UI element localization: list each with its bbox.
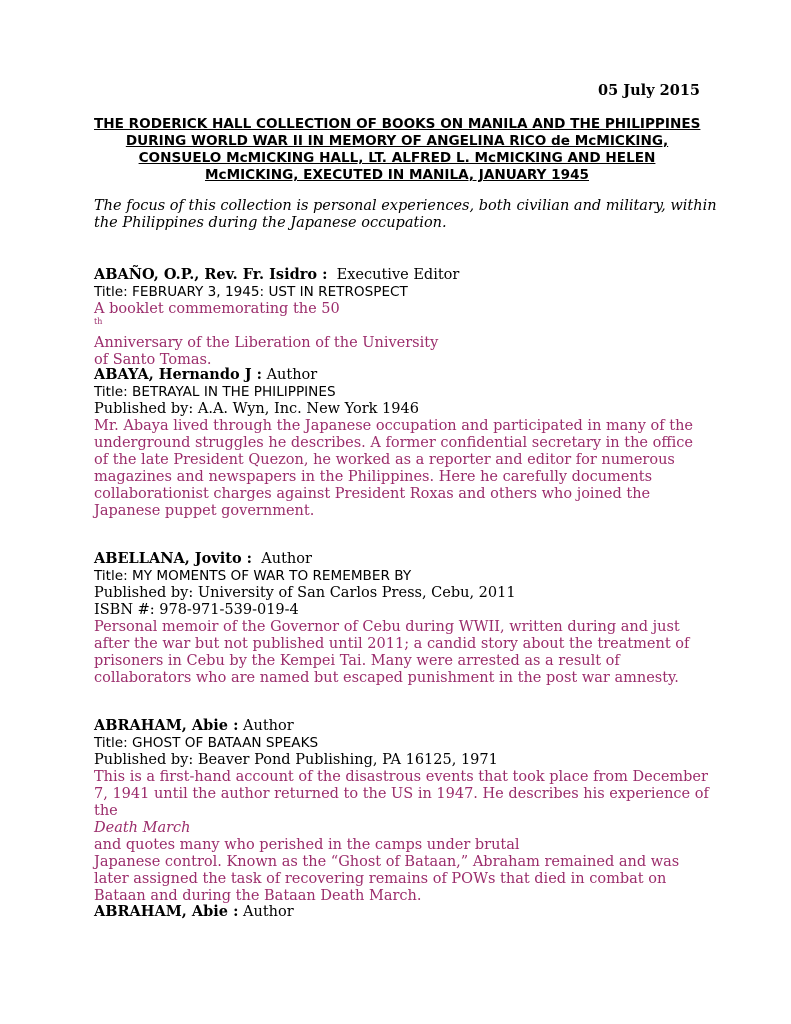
entry-author-name: ABELLANA, Jovito : — [94, 550, 253, 567]
entry-title: Title: BETRAYAL IN THE PHILIPPINES — [94, 384, 336, 400]
book-entry — [94, 550, 704, 687]
desc-text: A booklet commemorating the 50 — [94, 301, 340, 317]
entry-author-line — [94, 266, 704, 284]
entry-author-name: ABAYA, Hernando J : — [94, 366, 262, 383]
collection-heading — [94, 116, 700, 184]
heading-line: CONSUELO McMICKING HALL, LT. ALFRED L. McMICKING AND HELEN — [138, 150, 656, 166]
entry-author-name: ABRAHAM, Abie : — [94, 717, 239, 734]
entry-author-name: ABAÑO, O.P., Rev. Fr. Isidro : — [94, 266, 328, 283]
desc-line: after the war but not published until 2011; a candid story about the treatment of — [94, 636, 690, 652]
desc-emphasis: Death March — [94, 820, 191, 836]
entry-role: Author — [261, 551, 312, 567]
entry-role: Author — [243, 904, 294, 920]
desc-line: Japanese puppet government. — [94, 503, 315, 519]
desc-line: prisoners in Cebu by the Kempei Tai. Many were arrested as a result of — [94, 653, 620, 669]
desc-line: collaborationist charges against President Roxas and others who joined the — [94, 486, 651, 502]
desc-line: 7, 1941 until the author returned to the US in 1947. He describes his experience of — [94, 786, 709, 802]
entry-description — [94, 769, 709, 905]
entry-author-line — [94, 366, 704, 384]
desc-line: later assigned the task of recovering remains of POWs that died in combat on — [94, 871, 667, 887]
desc-text: and quotes many who perished in the camps under brutal — [94, 837, 520, 853]
desc-line: Personal memoir of the Governor of Cebu during WWII, written during and just — [94, 619, 680, 635]
entry-published: Published by: University of San Carlos Press, Cebu, 2011 — [94, 585, 516, 601]
desc-text: the — [94, 803, 118, 819]
entry-author-line — [94, 550, 704, 568]
entry-author-name: ABRAHAM, Abie : — [94, 903, 239, 920]
desc-line: of the late President Quezon, he worked as a reporter and editor for numerous — [94, 452, 675, 468]
entry-description — [94, 301, 704, 369]
desc-text: Anniversary of the Liberation of the University — [94, 335, 439, 351]
book-entry — [94, 903, 704, 921]
heading-line: DURING WORLD WAR II IN MEMORY OF ANGELINA RICO de McMICKING, — [125, 133, 669, 149]
desc-line: magazines and newspapers in the Philippines. Here he carefully documents — [94, 469, 653, 485]
entry-isbn: ISBN #: 978-971-539-019-4 — [94, 602, 299, 618]
intro-line: The focus of this collection is personal experiences, both civilian and military, within — [94, 198, 717, 214]
desc-line: collaborators who are named but escaped punishment in the post war amnesty. — [94, 670, 679, 686]
intro-line: the Philippines during the Japanese occupation. — [94, 215, 447, 231]
collection-intro — [94, 198, 717, 232]
desc-line: Japanese control. Known as the “Ghost of Bataan,” Abraham remained and was — [94, 854, 680, 870]
desc-line: Mr. Abaya lived through the Japanese occupation and participated in many of the — [94, 418, 694, 434]
heading-line: THE RODERICK HALL COLLECTION OF BOOKS ON MANILA AND THE PHILIPPINES — [94, 116, 701, 132]
book-entry — [94, 366, 704, 520]
heading-line: McMICKING, EXECUTED IN MANILA, JANUARY 1945 — [204, 167, 590, 183]
desc-superscript: th — [94, 317, 103, 326]
entry-title: Title: MY MOMENTS OF WAR TO REMEMBER BY — [94, 568, 412, 584]
entry-role: Executive Editor — [336, 267, 460, 283]
entry-description — [94, 418, 704, 520]
book-entry — [94, 266, 704, 369]
entry-role: Author — [243, 718, 294, 734]
book-entry — [94, 717, 709, 905]
entry-title: Title: GHOST OF BATAAN SPEAKS — [94, 735, 319, 751]
desc-line: underground struggles he describes. A former confidential secretary in the office — [94, 435, 693, 451]
desc-line: This is a first-hand account of the disastrous events that took place from December — [94, 769, 708, 785]
entry-author-line — [94, 903, 704, 921]
desc-line: of Santo Tomas. — [94, 352, 212, 368]
entry-title: Title: FEBRUARY 3, 1945: UST IN RETROSPECT — [94, 284, 408, 300]
entry-description — [94, 619, 704, 687]
entry-published: Published by: Beaver Pond Publishing, PA 16125, 1971 — [94, 752, 498, 768]
entry-role: Author — [266, 367, 318, 383]
desc-line: Bataan and during the Bataan Death March. — [94, 888, 422, 904]
document-date: 05 July 2015 — [598, 82, 700, 99]
entry-author-line — [94, 717, 704, 735]
entry-published: Published by: A.A. Wyn, Inc. New York 1946 — [94, 401, 419, 417]
